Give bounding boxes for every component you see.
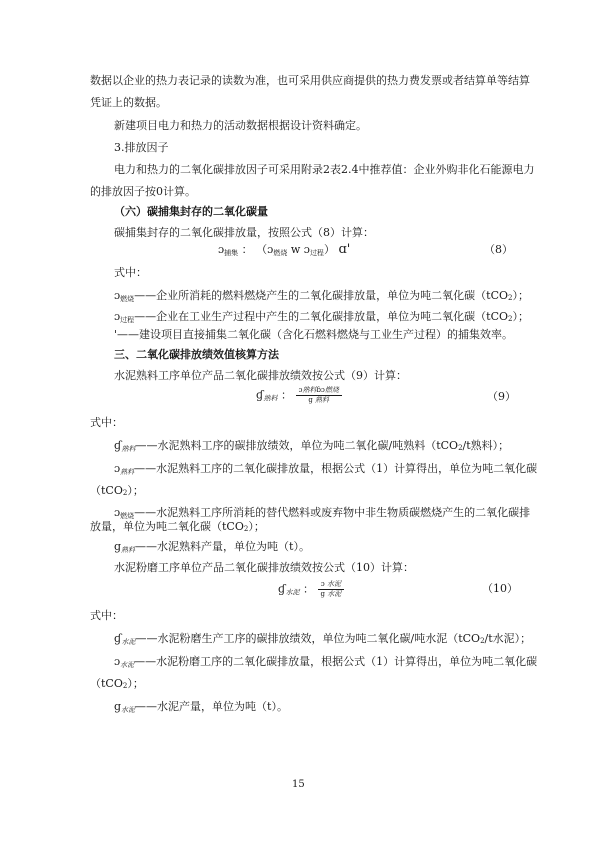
def-symbol: ɔ: [114, 462, 121, 475]
eq-symbol: ɔ: [218, 243, 225, 256]
definition-item: [114, 462, 537, 479]
definition-item: [114, 700, 288, 717]
def-text: ——水泥粉磨生产工序的碳排放绩效，单位为吨二氧化碳/吨水泥（tCO: [135, 632, 481, 645]
def-subscript: 水泥: [121, 638, 136, 646]
eq-subscript: 水泥: [285, 588, 300, 597]
def-subscript: 过程: [120, 316, 135, 324]
eq-denominator: [318, 590, 345, 599]
co2-subscript: 2: [122, 489, 128, 497]
where-label: 式中：: [114, 266, 147, 279]
equation-number: （8）: [484, 243, 513, 256]
def-text: ——水泥产量，单位为吨（t）。: [135, 700, 288, 713]
paragraph: 水泥熟料工序单位产品二氧化碳排放绩效按公式（9）计算：: [114, 369, 407, 382]
paragraph: 水泥粉磨工序单位产品二氧化碳排放绩效按公式（10）计算：: [114, 561, 414, 574]
def-subscript: 水泥: [120, 661, 135, 669]
eq-subscript: 熟料: [315, 396, 330, 404]
co2-subscript: 2: [508, 294, 513, 302]
def-symbol: ɔ: [114, 506, 121, 519]
def-symbol: g: [114, 540, 122, 553]
eq-subscript: 水泥: [327, 590, 342, 598]
eq-operator: w: [290, 243, 301, 256]
paragraph: 碳捕集封存的二氧化碳排放量，按照公式（8）计算：: [114, 226, 374, 239]
eq-factor: ɑ': [338, 242, 351, 257]
def-subscript: 熟料: [121, 445, 136, 453]
equation-number: （10）: [482, 582, 518, 595]
definition-item: [114, 540, 310, 557]
def-tail: /t水泥）；: [484, 632, 532, 645]
page-number: 15: [292, 779, 305, 790]
def-text: ——水泥熟料工序所消耗的替代燃料或废弃物中非生物质碳燃烧产生的二氧化碳排: [134, 506, 531, 519]
def-text: ——水泥熟料产量，单位为吨（t）。: [135, 540, 310, 553]
eq-numerator: [318, 580, 345, 590]
eq-numerator: [296, 386, 342, 396]
def-text: ——水泥熟料工序的二氧化碳排放量，根据公式（1）计算得出，单位为吨二氧化碳: [134, 462, 538, 475]
section-heading: 三、二氧化碳排放绩效值核算方法: [114, 348, 279, 361]
equation-10: [278, 580, 344, 600]
eq-symbol: ɔ: [303, 243, 310, 256]
def-subscript: 熟料: [121, 546, 136, 554]
definition-continuation: [90, 520, 265, 536]
definition-item: [114, 632, 531, 649]
def-text: ——企业在工业生产过程中产生的二氧化碳排放量，单位为吨二氧化碳（tCO: [134, 310, 509, 323]
eq-symbol: g: [320, 590, 325, 598]
paragraph: 新建项目电力和热力的活动数据根据设计资料确定。: [114, 119, 367, 132]
def-text: 放量，单位为吨二氧化碳（tCO: [90, 520, 244, 533]
where-label: 式中：: [90, 416, 123, 429]
co2-subscript: 2: [458, 444, 463, 452]
eq-denominator: [296, 396, 342, 405]
definition-item: [114, 310, 529, 327]
def-symbol: g: [114, 700, 122, 713]
def-symbol: ɔ: [114, 655, 121, 668]
def-text: （tCO: [90, 484, 123, 497]
co2-subscript: 2: [480, 637, 485, 645]
eq-subscript: 燃烧: [273, 249, 288, 257]
definition-item: [114, 655, 537, 672]
def-subscript: 水泥: [121, 706, 136, 714]
eq-subscript: 熟料: [263, 394, 278, 403]
eq-subscript: 熟料: [302, 386, 317, 394]
eq-symbol: ɔ: [320, 580, 325, 588]
eq-subscript: 过程: [309, 249, 324, 257]
def-tail: ）；: [127, 677, 144, 690]
paragraph-line: 凭证上的数据。: [90, 96, 167, 109]
def-text: ——水泥粉磨工序的二氧化碳排放量，根据公式（1）计算得出，单位为吨二氧化碳: [134, 655, 538, 668]
eq-fraction: [318, 580, 345, 599]
eq-subscript: 水泥: [326, 580, 341, 588]
definition-item: [114, 439, 509, 456]
subheading: 3.排放因子: [114, 141, 169, 154]
def-subscript: 熟料: [120, 468, 135, 476]
eq-operator: ɓɔ: [316, 386, 325, 394]
def-text: ——建设项目直接捕集二氧化碳（含化石燃料燃烧与工业生产过程）的捕集效率。: [117, 328, 514, 341]
eq-subscript: 捕集: [224, 249, 239, 257]
def-tail: ）；: [248, 520, 265, 533]
eq-paren: ）: [323, 243, 335, 256]
eq-symbol: ɠ: [256, 388, 264, 402]
eq-operator: ：: [281, 388, 293, 402]
section-heading: （六）碳捕集封存的二氧化碳量: [114, 205, 268, 218]
def-text: ——企业所消耗的燃料燃烧产生的二氧化碳排放量，单位为吨二氧化碳（tCO: [134, 289, 509, 302]
equation-9: [256, 386, 342, 406]
eq-symbol: ɔ: [267, 243, 274, 256]
eq-symbol: g: [308, 396, 313, 404]
def-tail: ）；: [127, 484, 144, 497]
def-symbol: ɔ: [114, 289, 121, 302]
def-text: ——水泥熟料工序的碳排放绩效，单位为吨二氧化碳/吨熟料（tCO: [135, 439, 459, 452]
def-tail: ）；: [512, 310, 529, 323]
definition-item: [114, 289, 529, 306]
where-label: 式中：: [90, 609, 123, 622]
def-subscript: 燃烧: [120, 512, 135, 520]
definition-continuation: [90, 677, 144, 693]
def-tail: /t熟料）；: [462, 439, 510, 452]
equation-number: （9）: [487, 390, 516, 403]
equation-8: [218, 243, 350, 260]
eq-operator: ：: [241, 243, 253, 256]
def-tail: ）；: [512, 289, 529, 302]
eq-operator: ：: [303, 582, 315, 596]
co2-subscript: 2: [508, 315, 513, 323]
def-text: （tCO: [90, 677, 123, 690]
def-symbol: ɠ: [114, 439, 122, 452]
def-symbol: ɠ: [114, 632, 122, 645]
def-symbol: ɔ: [114, 310, 121, 323]
paragraph-line: 数据以企业的热力表记录的读数为准，也可采用供应商提供的热力费发票或者结算单等结算: [90, 74, 530, 87]
definition-item: [114, 328, 513, 342]
co2-subscript: 2: [122, 682, 128, 690]
eq-paren: （: [256, 243, 268, 256]
eq-fraction: [296, 386, 342, 405]
eq-symbol: ɔ: [298, 386, 303, 394]
def-symbol: ': [114, 328, 118, 341]
def-subscript: 燃烧: [120, 295, 135, 303]
eq-symbol: ɠ: [278, 582, 286, 596]
paragraph-line: 的排放因子按0计算。: [90, 185, 196, 198]
paragraph-line: 电力和热力的二氧化碳排放因子可采用附录2表2.4中推荐值：企业外购非化石能源电力: [114, 163, 535, 176]
eq-subscript: 燃烧: [324, 386, 339, 394]
co2-subscript: 2: [243, 525, 249, 533]
definition-continuation: [90, 484, 144, 500]
